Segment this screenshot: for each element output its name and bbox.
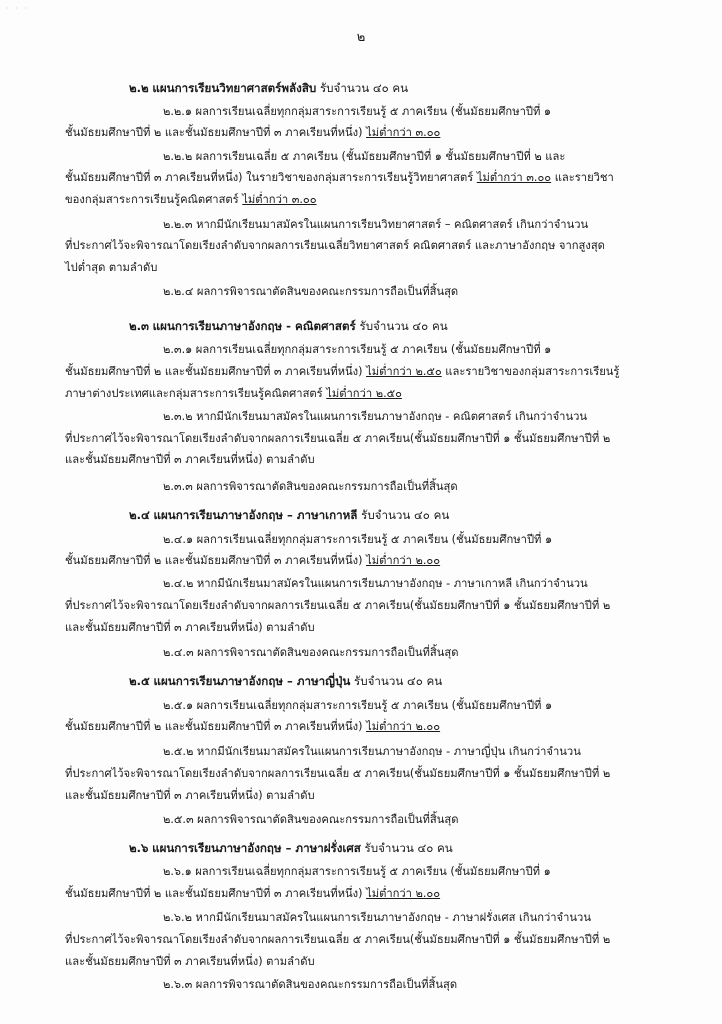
criterion-continuation [65, 386, 402, 402]
section-title: แผนการเรียนภาษาอังกฤษ - คณิตศาสตร์ [152, 319, 356, 333]
criterion-text: ๒.๖.๒ หากมีนักเรียนมาสมัครในแผนการเรียนภาษาอังกฤษ - ภาษาฝรั่งเศส เกินกว่าจำนวน [163, 911, 591, 924]
criterion-continuation [65, 553, 440, 569]
section-heading [129, 840, 453, 856]
section-heading [129, 318, 448, 334]
section-heading [129, 80, 408, 96]
criterion-text: ของกลุ่มสาระการเรียนรู้คณิตศาสตร์ [65, 193, 239, 206]
criterion-continuation [65, 238, 605, 254]
criterion-text: และชั้นมัธยมศึกษาปีที่ ๓ ภาคเรียนที่หนึ่ง) ตามลำดับ [65, 621, 315, 634]
criterion-text: ที่ประกาศไว้จะพิจารณาโดยเรียงลำดับจากผลการเรียนเฉลี่ย ๕ ภาคเรียน(ชั้นมัธยมศึกษาปีที่ ๑ ชั้นมัธยมศึกษาปีที่ ๒ [65, 767, 611, 780]
criterion-text: ไปต่ำสุด ตามลำดับ [65, 261, 158, 274]
criterion-text: ๒.๕.๑ ผลการเรียนเฉลี่ยทุกกลุ่มสาระการเรียนรู้ ๕ ภาคเรียน (ชั้นมัธยมศึกษาปีที่ ๑ [163, 699, 553, 712]
criterion-continuation [65, 170, 614, 186]
criterion-line [163, 342, 551, 358]
criterion-line [163, 149, 565, 165]
criterion-text: และชั้นมัธยมศึกษาปีที่ ๓ ภาคเรียนที่หนึ่ง) ตามลำดับ [65, 955, 315, 968]
criterion-continuation [65, 788, 315, 804]
criterion-line [163, 645, 458, 661]
criterion-text: และรายวิชา [554, 171, 614, 184]
section-title: แผนการเรียนภาษาอังกฤษ – ภาษาเกาหลี [153, 508, 358, 522]
criterion-text: ที่ประกาศไว้จะพิจารณาโดยเรียงลำดับจากผลการเรียนเฉลี่ย ๕ ภาคเรียน(ชั้นมัธยมศึกษาปีที่ ๑ ชั้นมัธยมศึกษาปีที่ ๒ [65, 432, 611, 445]
criterion-continuation [65, 192, 317, 208]
criterion-text: ๒.๒.๓ หากมีนักเรียนมาสมัครในแผนการเรียนวิทยาศาสตร์ – คณิตศาสตร์ เกินกว่าจำนวน [163, 218, 589, 231]
criterion-text: ชั้นมัธยมศึกษาปีที่ ๒ และชั้นมัธยมศึกษาปีที่ ๓ ภาคเรียนที่หนึ่ง) [65, 365, 363, 378]
criterion-text: ๒.๓.๑ ผลการเรียนเฉลี่ยทุกกลุ่มสาระการเรียนรู้ ๕ ภาคเรียน (ชั้นมัธยมศึกษาปีที่ ๑ [163, 343, 552, 356]
section-number: ๒.๔ [129, 508, 150, 522]
criterion-text: ๒.๒.๒ ผลการเรียนเฉลี่ย ๕ ภาคเรียน (ชั้นมัธยมศึกษาปีที่ ๑ ชั้นมัธยมศึกษาปีที่ ๒ และ [163, 150, 566, 163]
criterion-line [163, 284, 458, 300]
section-quota: รับจำนวน ๔๐ คน [319, 81, 409, 95]
minimum-grade: ไม่ต่ำกว่า ๒.๕๐ [326, 387, 402, 400]
scan-speck: · · · [6, 4, 29, 13]
criterion-line [163, 698, 552, 714]
criterion-line [163, 409, 587, 425]
minimum-grade: ไม่ต่ำกว่า ๒.๐๐ [366, 887, 441, 900]
section-number: ๒.๕ [129, 674, 150, 688]
criterion-text: ๒.๕.๒ หากมีนักเรียนมาสมัครในแผนการเรียนภาษาอังกฤษ - ภาษาญี่ปุ่น เกินกว่าจำนวน [163, 745, 581, 758]
criterion-continuation [65, 364, 619, 380]
criterion-text: ชั้นมัธยมศึกษาปีที่ ๒ และชั้นมัธยมศึกษาปีที่ ๓ ภาคเรียนที่หนึ่ง) [65, 720, 363, 733]
criterion-line [163, 864, 551, 880]
criterion-line [163, 532, 552, 548]
criterion-line [163, 104, 551, 120]
section-quota: รับจำนวน ๔๐ คน [354, 674, 443, 688]
criterion-text: ชั้นมัธยมศึกษาปีที่ ๓ ภาคเรียนที่หนึ่ง) ในรายวิชาของกลุ่มสาระการเรียนรู้วิทยาศาสตร์ [65, 171, 474, 184]
section-heading [129, 507, 449, 523]
page-number: ๒ [356, 30, 366, 45]
criterion-text: ชั้นมัธยมศึกษาปีที่ ๒ และชั้นมัธยมศึกษาปีที่ ๓ ภาคเรียนที่หนึ่ง) [65, 554, 363, 567]
criterion-text: ที่ประกาศไว้จะพิจารณาโดยเรียงลำดับจากผลการเรียนเฉลี่ย ๕ ภาคเรียน(ชั้นมัธยมศึกษาปีที่ ๑ ชั้นมัธยมศึกษาปีที่ ๒ [65, 933, 611, 946]
criterion-line [163, 217, 588, 233]
criterion-continuation [65, 766, 610, 782]
criterion-continuation [65, 719, 440, 735]
criterion-continuation [65, 620, 315, 636]
criterion-text: ๒.๔.๒ หากมีนักเรียนมาสมัครในแผนการเรียนภาษาอังกฤษ - ภาษาเกาหลี เกินกว่าจำนวน [163, 577, 588, 590]
criterion-text: ชั้นมัธยมศึกษาปีที่ ๒ และชั้นมัธยมศึกษาปีที่ ๓ ภาคเรียนที่หนึ่ง) [65, 887, 363, 900]
criterion-line [163, 744, 581, 760]
criterion-text: ชั้นมัธยมศึกษาปีที่ ๒ และชั้นมัธยมศึกษาปีที่ ๓ ภาคเรียนที่หนึ่ง) [65, 126, 363, 139]
criterion-continuation [65, 452, 315, 468]
criterion-text: และชั้นมัธยมศึกษาปีที่ ๓ ภาคเรียนที่หนึ่ง) ตามลำดับ [65, 453, 315, 466]
criterion-continuation [65, 598, 610, 614]
minimum-grade: ไม่ต่ำกว่า ๓.๐๐ [366, 126, 441, 139]
section-quota: รับจำนวน ๔๐ คน [364, 841, 453, 855]
criterion-text: ๒.๕.๓ ผลการพิจารณาตัดสินของคณะกรรมการถือเป็นที่สิ้นสุด [163, 813, 459, 826]
section-number: ๒.๒ [129, 81, 149, 95]
section-number: ๒.๓ [129, 319, 149, 333]
criterion-continuation [65, 932, 610, 948]
criterion-text: ๒.๒.๑ ผลการเรียนเฉลี่ยทุกกลุ่มสาระการเรียนรู้ ๕ ภาคเรียน (ชั้นมัธยมศึกษาปีที่ ๑ [163, 105, 551, 118]
criterion-line [163, 910, 591, 926]
criterion-text: ๒.๓.๒ หากมีนักเรียนมาสมัครในแผนการเรียนภาษาอังกฤษ - คณิตศาสตร์ เกินกว่าจำนวน [163, 410, 588, 423]
criterion-text: ที่ประกาศไว้จะพิจารณาโดยเรียงลำดับจากผลการเรียนเฉลี่ยวิทยาศาสตร์ คณิตศาสตร์ และภาษาอังกฤษ จากสูงสุด [65, 239, 605, 252]
minimum-grade: ไม่ต่ำกว่า ๒.๕๐ [366, 365, 442, 378]
section-title: แผนการเรียนวิทยาศาสตร์พลังสิบ [152, 81, 317, 95]
section-number: ๒.๖ [129, 841, 149, 855]
criterion-continuation [65, 954, 315, 970]
criterion-text: ๒.๖.๓ ผลการพิจารณาตัดสินของคณะกรรมการถือเป็นที่สิ้นสุด [163, 978, 458, 991]
criterion-text: ๒.๓.๓ ผลการพิจารณาตัดสินของคณะกรรมการถือเป็นที่สิ้นสุด [163, 480, 458, 493]
section-heading [129, 673, 442, 689]
minimum-grade: ไม่ต่ำกว่า ๓.๐๐ [242, 193, 317, 206]
criterion-line [163, 479, 458, 495]
criterion-text: ภาษาต่างประเทศและกลุ่มสาระการเรียนรู้คณิตศาสตร์ [65, 387, 323, 400]
criterion-text: และรายวิชาของกลุ่มสาระการเรียนรู้ [445, 365, 620, 378]
section-title: แผนการเรียนภาษาอังกฤษ – ภาษาญี่ปุ่น [153, 674, 351, 688]
criterion-line [163, 812, 458, 828]
criterion-text: ๒.๔.๑ ผลการเรียนเฉลี่ยทุกกลุ่มสาระการเรียนรู้ ๕ ภาคเรียน (ชั้นมัธยมศึกษาปีที่ ๑ [163, 533, 553, 546]
criterion-text: ที่ประกาศไว้จะพิจารณาโดยเรียงลำดับจากผลการเรียนเฉลี่ย ๕ ภาคเรียน(ชั้นมัธยมศึกษาปีที่ ๑ ชั้นมัธยมศึกษาปีที่ ๒ [65, 599, 611, 612]
minimum-grade: ไม่ต่ำกว่า ๒.๐๐ [366, 554, 441, 567]
minimum-grade: ไม่ต่ำกว่า ๒.๐๐ [366, 720, 441, 733]
minimum-grade: ไม่ต่ำกว่า ๓.๐๐ [476, 171, 552, 184]
section-title: แผนการเรียนภาษาอังกฤษ – ภาษาฝรั่งเศส [152, 841, 361, 855]
criterion-continuation [65, 260, 157, 276]
criterion-continuation [65, 886, 440, 902]
section-quota: รับจำนวน ๔๐ คน [359, 319, 448, 333]
criterion-line [163, 977, 457, 993]
criterion-text: ๒.๖.๑ ผลการเรียนเฉลี่ยทุกกลุ่มสาระการเรียนรู้ ๕ ภาคเรียน (ชั้นมัธยมศึกษาปีที่ ๑ [163, 865, 551, 878]
criterion-text: และชั้นมัธยมศึกษาปีที่ ๓ ภาคเรียนที่หนึ่ง) ตามลำดับ [65, 789, 315, 802]
criterion-continuation [65, 125, 440, 141]
section-quota: รับจำนวน ๔๐ คน [361, 508, 450, 522]
criterion-continuation [65, 431, 610, 447]
criterion-text: ๒.๒.๔ ผลการพิจารณาตัดสินของคณะกรรมการถือเป็นที่สิ้นสุด [163, 285, 459, 298]
criterion-text: ๒.๔.๓ ผลการพิจารณาตัดสินของคณะกรรมการถือเป็นที่สิ้นสุด [163, 646, 459, 659]
criterion-line [163, 576, 588, 592]
